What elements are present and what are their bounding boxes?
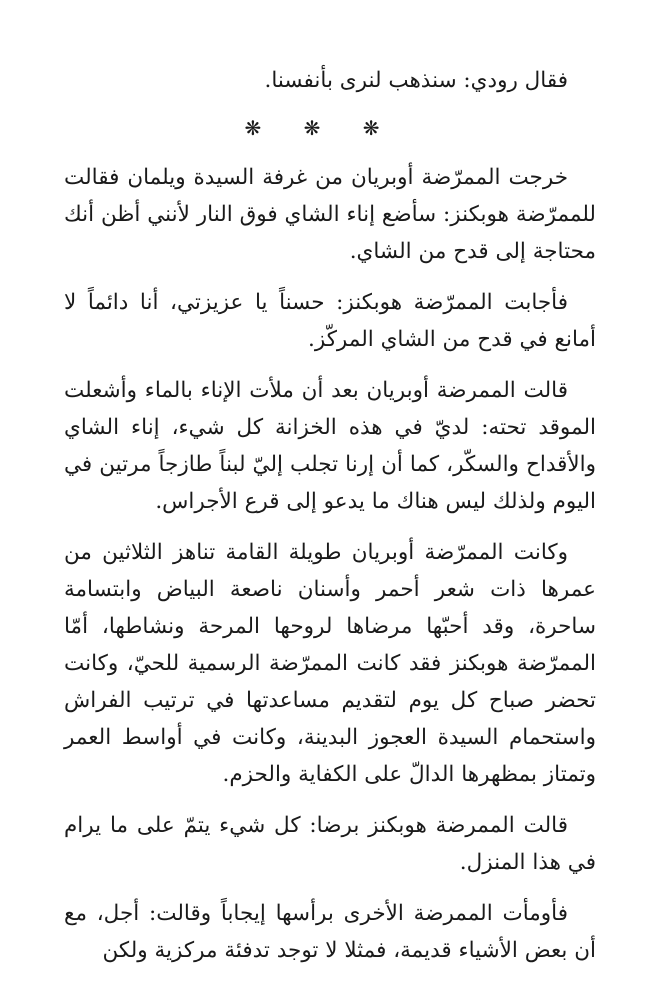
- paragraph: خرجت الممرّضة أوبريان من غرفة السيدة ويلمان فقالت للممرّضة هوبكنز: سأضع إناء الشاي فوق النار لأنني أظن أنك محتاجة إلى قدح من الشاي.: [64, 165, 596, 264]
- paragraph: وكانت الممرّضة أوبريان طويلة القامة تناهز الثلاثين من عمرها ذات شعر أحمر وأسنان ناصعة البياض وابتسامة ساحرة، وقد أحبّها مرضاها لروحها المرحة ونشاطها، أمّا الممرّضة هوبكنز فقد كانت الممرّضة الرسمية للحيّ، وكانت تحضر صباح كل يوم لتقديم مساعدتها في ترتيب الفراش واستحمام السيدة العجوز البدينة، وكانت في أواسط العمر وتمتاز بمظهرها الدالّ على الكفاية والحزم.: [64, 540, 596, 787]
- paragraph: فأجابت الممرّضة هوبكنز: حسناً يا عزيزتي، أنا دائماً لا أمانع في قدح من الشاي المركّز.: [64, 290, 596, 352]
- section-separator: ❋ ❋ ❋: [244, 116, 398, 140]
- paragraph: فقال رودي: سنذهب لنرى بأنفسنا.: [264, 68, 568, 93]
- paragraph: قالت الممرضة هوبكنز برضا: كل شيء يتمّ على ما يرام في هذا المنزل.: [64, 813, 596, 875]
- paragraph: قالت الممرضة أوبريان بعد أن ملأت الإناء بالماء وأشعلت الموقد تحته: لديّ في هذه الخزانة كل شيء، إناء الشاي والأقداح والسكّر، كما أن إرنا تجلب إليّ لبناً طازجاً مرتين في اليوم ولذلك ليس هناك ما يدعو إلى قرع الأجراس.: [64, 378, 596, 514]
- paragraph: فأومأت الممرضة الأخرى برأسها إيجاباً وقالت: أجل، مع أن بعض الأشياء قديمة، فمثلا لا توجد تدفئة مركزية ولكن: [64, 901, 596, 963]
